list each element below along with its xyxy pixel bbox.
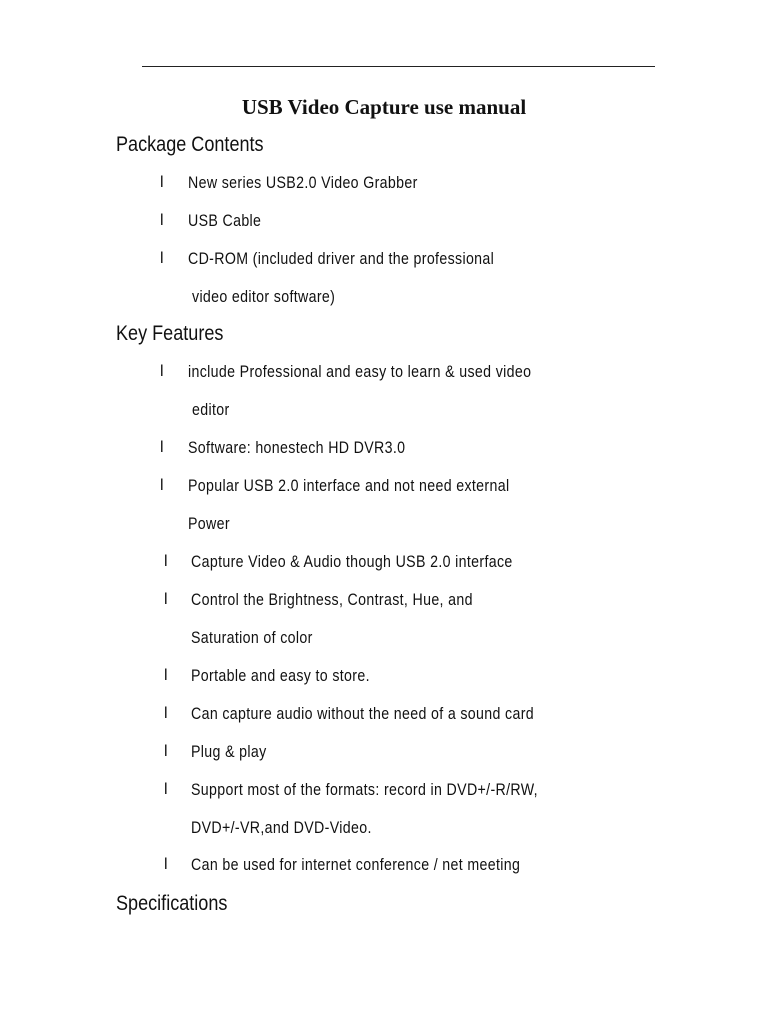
bullet-marker: l [160,477,164,494]
list-item-text: Popular USB 2.0 interface and not need external [188,477,510,495]
heading-package-contents: Package Contents [116,133,264,156]
bullet-marker: l [164,705,168,722]
bullet-marker: l [160,363,164,380]
list-item-text: New series USB2.0 Video Grabber [188,174,418,192]
list-item-text-continued: Power [188,515,230,533]
list-item-text-continued: editor [192,401,230,419]
list-item-text: Capture Video & Audio though USB 2.0 interface [191,553,513,571]
bullet-marker: l [160,212,164,229]
bullet-marker: l [164,591,168,608]
list-item-text: CD-ROM (included driver and the professional [188,250,495,268]
bullet-marker: l [160,174,164,191]
bullet-marker: l [164,667,168,684]
list-item-text: Control the Brightness, Contrast, Hue, and [191,591,473,609]
heading-specifications: Specifications [116,892,228,915]
list-item-text: Plug & play [191,743,267,761]
list-item-text: Software: honestech HD DVR3.0 [188,439,406,457]
list-item-text: Portable and easy to store. [191,667,370,685]
list-item-text-continued: DVD+/-VR,and DVD-Video. [191,819,372,837]
list-item-text: Support most of the formats: record in DVD+/-R/RW, [191,781,538,799]
bullet-marker: l [164,856,168,873]
bullet-marker: l [164,743,168,760]
list-item-text: Can be used for internet conference / net meeting [191,856,521,874]
bullet-marker: l [164,553,168,570]
header-rule [142,66,655,67]
bullet-marker: l [160,439,164,456]
document-title: USB Video Capture use manual [241,95,527,119]
list-item-text: include Professional and easy to learn & used video [188,363,532,381]
bullet-marker: l [160,250,164,267]
heading-key-features: Key Features [116,322,224,345]
bullet-marker: l [164,781,168,798]
list-item-text-continued: video editor software) [192,288,336,306]
list-item-text: Can capture audio without the need of a sound card [191,705,535,723]
list-item-text-continued: Saturation of color [191,629,313,647]
list-item-text: USB Cable [188,212,262,230]
